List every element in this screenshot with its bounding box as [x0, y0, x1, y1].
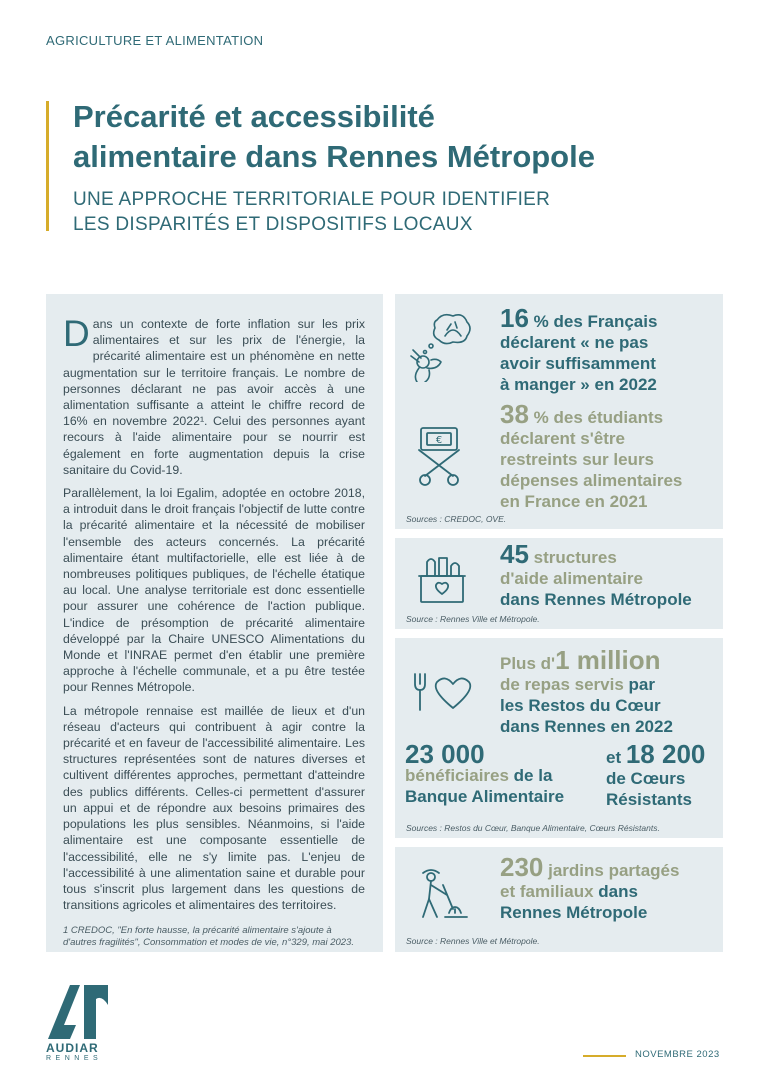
stat-230-line-1: jardins partagés [543, 861, 680, 880]
logo-subtitle: RENNES [46, 1055, 103, 1062]
stat-38-pct: % des étudiants [528, 408, 664, 427]
stat-meals-pre: Plus d' [500, 654, 556, 673]
stat-230-line-3: Rennes Métropole [500, 903, 648, 922]
stat-16-line-2: déclarent « ne pas [500, 333, 649, 352]
stat-38-line-3: restreints sur leurs [500, 450, 655, 469]
fork-heart-icon [411, 672, 477, 712]
stat-23000-line-2b: de la [508, 766, 553, 785]
grocery-box-icon [417, 552, 467, 604]
stat-38-line-2: déclarent s'être [500, 429, 625, 448]
paragraph-1 [63, 313, 365, 478]
title-line-2: alimentaire dans Rennes Métropole [73, 139, 595, 174]
stat-18200-line-3: Résistants [606, 790, 692, 809]
stat-23000-line-3: Banque Alimentaire [405, 787, 565, 806]
stat-meals-line-2a: de repas servis [500, 675, 624, 694]
paragraph-2: Parallèlement, la loi Egalim, adoptée en octobre 2018, a introduit dans le droit français l'objectif de lutte contre la précarité alimentaire et la nécessité de mobiliser l'ensemble des acteurs concernés. La précarité alimentaire étant multifactorielle, elle est liée à de nombreuses politiques publiques, de l'échelle étatique au local. Une analyse territoriale est donc essentielle pour assurer une cohérence de l'action publique. L'indice de présomption de précarité alimentaire développé par la Chaire UNESCO Alimentations du Monde et l'INRAE permet d'en établir une première approche à l'échelle communale, et a pu être testée pour Rennes Métropole. [63, 486, 365, 695]
stat-18200-line-2: de Cœurs [606, 769, 686, 788]
card-2-source: Source : Rennes Ville et Métropole. [406, 614, 540, 624]
stat-card-food-insecurity [395, 294, 723, 529]
person-thinking-food-icon [407, 310, 475, 382]
stat-45-line-2: d'aide alimentaire [500, 569, 643, 588]
stat-16-number: 16 [500, 303, 529, 333]
stat-meals-line-4: dans Rennes en 2022 [500, 717, 673, 736]
category-label: AGRICULTURE ET ALIMENTATION [46, 33, 264, 48]
stat-38-line-4: dépenses alimentaires [500, 471, 683, 490]
stat-230-number: 230 [500, 852, 544, 882]
stat-16-line-3: avoir suffisamment [500, 354, 656, 373]
stat-16-percent [500, 303, 658, 395]
paragraph-1-text: ans un contexte de forte inflation sur les prix alimentaires et sur les prix de l'énergie, la précarité alimentaire est un phénomène en nette augmentation sur le territoire français. Le nombre de personnes déclarant ne pas avoir accès à une alimentation suffisante a atteint le chiffre record de 16% en novembre 2022¹. Celui des personnes ayant recours à l'aide alimentaire pour se nourrir est également en forte augmentation depuis la crise sanitaire du Covid-19. [63, 317, 365, 477]
stat-38-line-5: en France en 2021 [500, 492, 648, 511]
title-accent-bar [46, 101, 49, 231]
stat-card-meals [395, 638, 723, 838]
stat-1-million-meals [500, 645, 673, 737]
stat-230-line-2a: et familiaux [500, 882, 594, 901]
logo-wordmark: AUDIAR [46, 1041, 99, 1055]
stat-38-percent [500, 399, 683, 512]
subtitle-line-1: UNE APPROCHE TERRITORIALE POUR IDENTIFIER [73, 189, 551, 210]
stat-card-gardens [395, 847, 723, 952]
page-subtitle [73, 187, 753, 237]
gardener-icon [413, 865, 471, 923]
card-4-source: Source : Rennes Ville et Métropole. [406, 936, 540, 946]
stat-18200-number: 18 200 [625, 739, 706, 769]
stat-45-structures [500, 539, 692, 610]
publication-date: NOVEMBRE 2023 [635, 1049, 720, 1060]
intro-text-panel [46, 294, 383, 952]
date-accent-line [583, 1055, 626, 1057]
stat-45-line-1: structures [528, 548, 617, 567]
page-title [73, 97, 753, 177]
stat-45-number: 45 [500, 539, 529, 569]
svg-text:€: € [435, 435, 443, 446]
audiar-logo-icon [46, 985, 108, 1039]
stat-23000-number: 23 000 [405, 739, 485, 769]
stat-45-line-3: dans Rennes Métropole [500, 590, 692, 609]
stat-meals-line-3: les Restos du Cœur [500, 696, 661, 715]
stat-16-pct: % des Français [528, 312, 658, 331]
stat-meals-line-2b: par [623, 675, 655, 694]
stat-230-gardens [500, 852, 680, 923]
card-1-source: Sources : CREDOC, OVE. [406, 514, 507, 524]
stat-230-line-2b: dans [593, 882, 638, 901]
stat-23000-line-2a: bénéficiaires [405, 766, 509, 785]
paragraph-3: La métropole rennaise est maillée de lieux et d'un réseau d'acteurs qui contribuent à agir contre la précarité et en faveur de l'accessibilité alimentaire. Les structures représentées sont de natures diverses et cultivent différentes approches, permettant d'atteindre des publics différents. Celles-ci permettent d'assurer un appui et de répondre aux besoins primaires des populations les plus sensibles. Néanmoins, si l'aide alimentaire est une composante essentielle de l'accessibilité, elle ne s'y limite pas. L'enjeu de l'accessibilité à une alimentation saine et durable pour tous s'inscrit plus largement dans les questions de transitions agricoles et alimentaires des territoires. [63, 703, 365, 913]
stat-18200-coeurs [606, 739, 706, 810]
stat-meals-number: 1 million [555, 645, 661, 675]
stat-38-number: 38 [500, 399, 529, 429]
stat-16-line-4: à manger » en 2022 [500, 375, 657, 394]
title-line-1: Précarité et accessibilité [73, 99, 435, 134]
footnote: 1 CREDOC, "En forte hausse, la précarité alimentaire s'ajoute à d'autres fragilités", Consommation et modes de vie, n°329, mai 2023. [63, 925, 354, 949]
drop-cap: D [63, 313, 90, 354]
card-3-source: Sources : Restos du Cœur, Banque Alimentaire, Cœurs Résistants. [406, 823, 660, 833]
subtitle-line-2: LES DISPARITÉS ET DISPOSITIFS LOCAUX [73, 214, 473, 235]
stat-23000-beneficiaries [405, 739, 565, 807]
scissors-banknote-icon [415, 426, 463, 488]
stat-card-food-aid-structures [395, 538, 723, 629]
stat-18200-pre: et [606, 748, 626, 767]
